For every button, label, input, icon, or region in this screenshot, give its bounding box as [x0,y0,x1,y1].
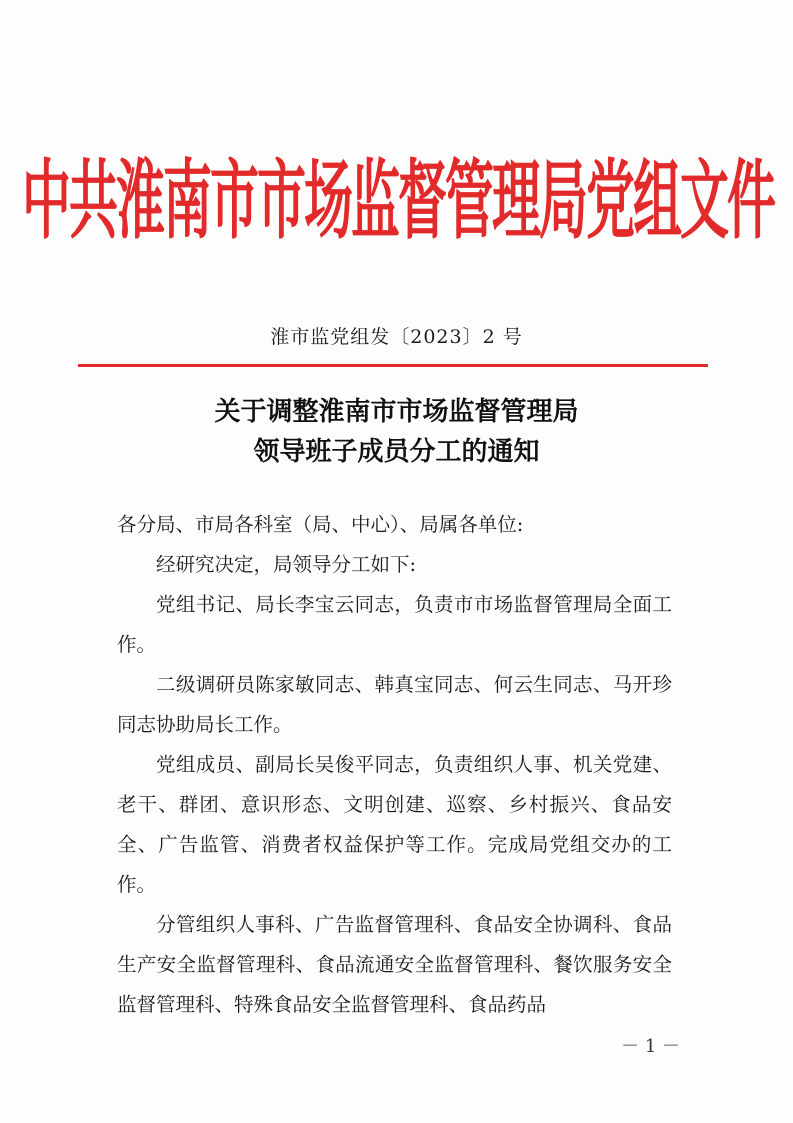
paragraph-decision: 经研究决定，局领导分工如下: [156,553,417,576]
notice-body [117,505,672,1025]
paragraph-researchers: 二级调研员陈家敏同志、韩真宝同志、何云生同志、马开珍同志协助局长工作。 [117,673,672,736]
page-number: － 1 － [621,1036,680,1057]
document-number: 淮市监党组发〔2023〕2 号 [270,326,523,348]
paragraph-secretary: 党组书记、局长李宝云同志，负责市市场监督管理局全面工作。 [117,593,672,656]
notice-title [0,392,793,472]
notice-title-line-2: 领导班子成员分工的通知 [253,437,540,467]
red-divider-line [78,364,708,367]
paragraph-departments: 分管组织人事科、广告监督管理科、食品安全协调科、食品生产安全监督管理科、食品流通安全监督管理科、餐饮服务安全监督管理科、特殊食品安全监督管理科、食品药品 [117,913,672,1016]
notice-title-line-1: 关于调整淮南市市场监督管理局 [214,397,579,427]
paragraph-deputy: 党组成员、副局长吴俊平同志，负责组织人事、机关党建、老干、群团、意识形态、文明创建、巡察、乡村振兴、食品安全、广告监管、消费者权益保护等工作。完成局党组交办的工作。 [117,753,672,896]
salutation: 各分局、市局各科室（局、中心）、局属各单位: [117,513,524,536]
red-header [22,140,775,251]
agency-title: 中共淮南市市场监督管理局党组文件 [22,151,775,251]
